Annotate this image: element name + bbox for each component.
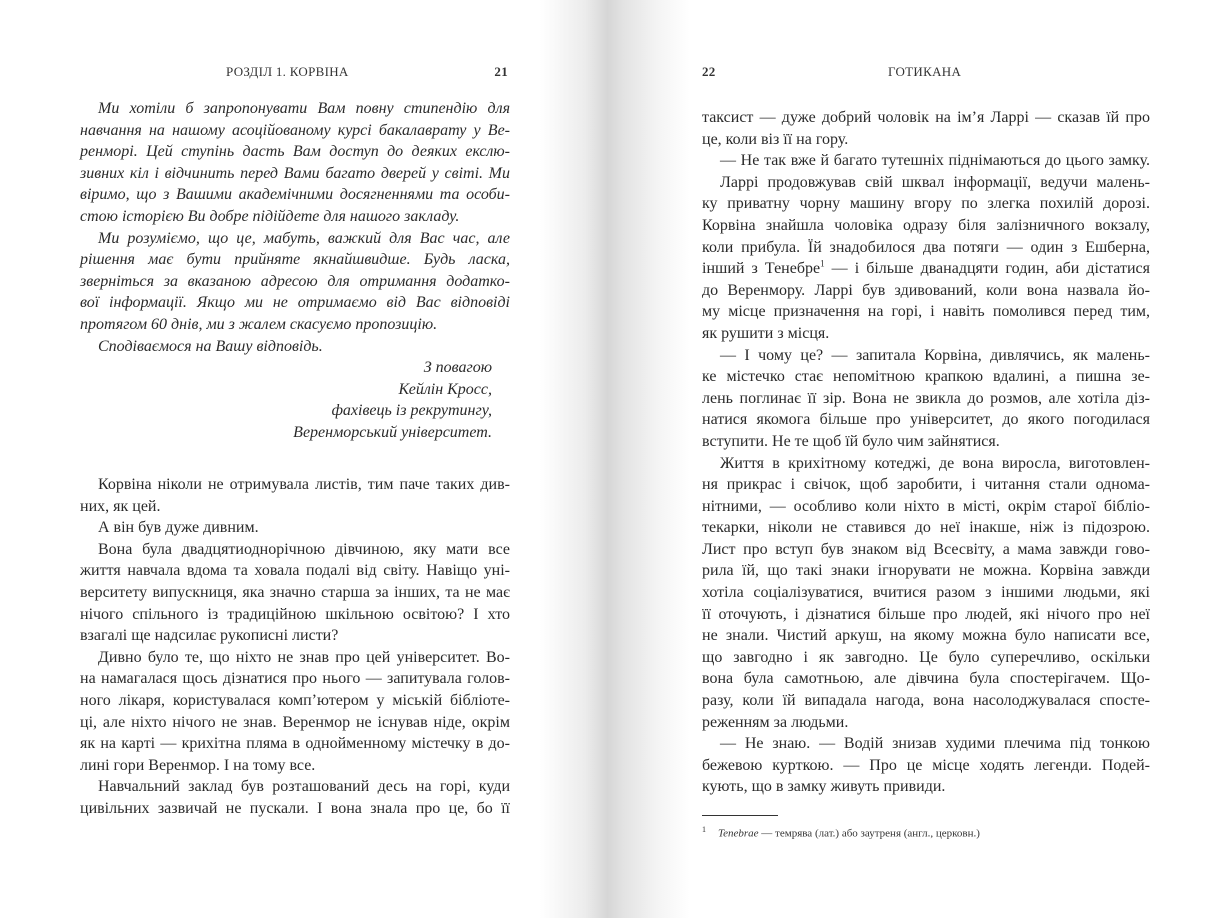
line-text-continued: — і більше дванадцяти годин, аби дістатися (824, 260, 1150, 278)
text-line (80, 733, 510, 755)
text-line (702, 366, 1150, 388)
line-text: Ларрі продовжував свій шквал інформації, ведучи малень- (720, 173, 1150, 191)
line-text: віримо, що з Вашими академічними досягненнями та особи- (80, 186, 510, 204)
line-text: бежевою курткою. — Про це місце ходять легенди. Подей- (702, 756, 1150, 774)
line-text: нітними, — особливо коли ніхто в місті, окрім старої бібліо- (702, 497, 1150, 515)
line-text: разу, коли їй випадала нагода, вона насолоджувалася спосте- (702, 692, 1150, 710)
text-line (702, 733, 1150, 755)
text-line (702, 107, 1150, 129)
text-line (80, 625, 510, 647)
text-line (702, 474, 1150, 496)
footnote-divider (702, 815, 778, 816)
text-line (702, 345, 1150, 367)
text-line (702, 712, 1150, 734)
line-text: ку приватну чорну машину вгору по злегка похилій дорозі. (702, 195, 1150, 213)
line-text: ке містечко стає непомітною крапкою вдалині, а пишна зе- (702, 368, 1150, 386)
signature-line: Кейлін Кросс, (398, 380, 492, 398)
text-line (702, 409, 1150, 431)
text-line (80, 668, 510, 690)
line-text: верситету випускниця, яка значно старша за інших, та не має (80, 583, 510, 601)
text-line (702, 301, 1150, 323)
text-line (80, 776, 510, 798)
line-text: Життя в крихітному котеджі, де вона виросла, виготовлен- (720, 454, 1150, 472)
narrative-text-left (80, 474, 510, 820)
text-line (702, 755, 1150, 777)
text-line (702, 453, 1150, 475)
text-line (702, 150, 1150, 172)
text-line (80, 474, 510, 496)
text-line (80, 690, 510, 712)
text-line (702, 215, 1150, 237)
line-text: вона була самотньою, але дівчина була спостерігачем. Що- (702, 670, 1150, 688)
line-text: інший з Тенебре (702, 260, 821, 278)
line-text: зивних кіл і відчинить перед Вами багато дверей у світі. Ми (80, 164, 510, 182)
book-title: ГОТИКАНА (888, 64, 962, 79)
text-line (702, 496, 1150, 518)
line-text: це, коли віз її на гору. (702, 130, 849, 148)
text-line (702, 625, 1150, 647)
line-text: навчання на нашому асоційованому курсі бакалаврату у Ве- (80, 121, 510, 139)
line-text: життя навчала вдома та ховала подалі від світу. Навіщо уні- (80, 562, 510, 580)
line-text: Корвіна знайшла чоловіка одразу біля залізничного вокзалу, (702, 216, 1150, 234)
chapter-title: РОЗДІЛ 1. КОРВІНА (226, 64, 349, 79)
line-text: — Не знаю. — Водій знизав худими плечима під тонкою (720, 735, 1150, 753)
line-text: А він був дуже дивним. (98, 519, 259, 537)
line-text: Дивно було те, що ніхто не знав про цей університет. Во- (98, 648, 510, 666)
text-line (80, 647, 510, 669)
text-line (702, 258, 1150, 280)
letter-line (80, 314, 510, 336)
text-line (80, 517, 510, 539)
line-text: Корвіна ніколи не отримувала листів, тим паче таких див- (98, 476, 510, 493)
line-text: текарки, ніколи не ставився до неї інакше, ніж із підозрою. (702, 519, 1150, 537)
letter-line (80, 336, 510, 358)
line-text: хотіла соціалізуватися, вчитися разом з іншими людьми, які (702, 584, 1150, 602)
text-line (702, 280, 1150, 302)
signature-line: Веренморський університет. (293, 423, 492, 441)
letter-line (80, 206, 510, 228)
line-text: Ми хотіли б запропонувати Вам повну стипендію для (98, 100, 510, 117)
line-text: коли прибула. Їй знадобилося два потяги — один з Ешберна, (702, 238, 1150, 256)
line-text: рила їй, що такі знаки ігнорувати не можна. Корвіна завжди (702, 562, 1150, 580)
line-text: них, як цей. (80, 497, 161, 515)
line-text: нічого спільного із традиційною шкільною освітою? І хто (80, 605, 510, 623)
text-line (702, 560, 1150, 582)
letter-text (80, 98, 510, 444)
text-line (702, 172, 1150, 194)
page-number-left: 21 (494, 64, 508, 79)
line-text: вступити. Не те щоб їй було чим зайнятися. (702, 432, 1000, 450)
text-line (702, 668, 1150, 690)
line-text: Навчальний заклад був розташований десь на горі, куди (98, 778, 510, 796)
line-text: Вона була двадцятиоднорічною дівчиною, яку мати все (98, 540, 510, 558)
letter-line (80, 184, 510, 206)
letter-line (80, 292, 510, 314)
footnote-term: Tenebrae (718, 827, 759, 840)
line-text: таксист — дуже добрий чоловік на ім’я Ларрі — сказав їй про (702, 109, 1150, 126)
text-line (702, 517, 1150, 539)
line-text: на намагалася щось дізнатися про нього — запитувала голов- (80, 670, 510, 688)
text-line (702, 237, 1150, 259)
text-line (702, 129, 1150, 151)
text-line (80, 798, 510, 820)
letter-line (80, 120, 510, 142)
line-text: кують, що в замку живуть привиди. (702, 778, 946, 796)
line-text: її оточують, і дізнатися більше про людей, які нічого про неї (702, 605, 1150, 623)
text-line (702, 776, 1150, 798)
signature-line: фахівець із рекрутингу, (331, 402, 492, 420)
letter-line (80, 249, 510, 271)
text-line (702, 539, 1150, 561)
text-line (702, 323, 1150, 345)
line-text: що завгодно і як завгодно. Це було суперечливо, оскільки (702, 648, 1150, 666)
letter-signature (80, 357, 510, 443)
text-line (702, 647, 1150, 669)
text-line (80, 539, 510, 561)
line-text: лень поглинає її зір. Вона не звикла до розмов, але хотіла діз- (702, 389, 1150, 407)
text-line (702, 604, 1150, 626)
text-line (80, 560, 510, 582)
line-text: як рушити з місця. (702, 324, 830, 342)
footnote-text: — темрява (лат.) або заутреня (англ., церковн.) (758, 827, 980, 840)
line-text: — І чому це? — запитала Корвіна, дивлячись, як малень- (720, 346, 1150, 364)
narrative-text-right (702, 107, 1150, 798)
left-running-head (80, 64, 510, 84)
footnote-mark: 1 (702, 825, 706, 834)
letter-line (80, 228, 510, 250)
line-text: взагалі ще надсилає рукописні листи? (80, 627, 339, 645)
letter-line (80, 141, 510, 163)
line-text: ного лікаря, користувалася комп’ютером у міській бібліоте- (80, 691, 510, 709)
text-line (80, 496, 510, 518)
footnote-reference[interactable]: 1 (820, 258, 825, 269)
page-number-right: 22 (702, 64, 716, 79)
line-text: Лист про вступ був знаком від Всесвіту, а мама завжди гово- (702, 540, 1150, 558)
signature-line: З повагою (423, 359, 492, 377)
line-text: зверніться за вказаною адресою для отримання додатко- (80, 272, 510, 290)
line-text: ці, але ніхто нічого не знав. Веренмор не існував ніде, окрім (80, 713, 510, 731)
right-running-head (702, 64, 1150, 84)
line-text: Ми розуміємо, що це, мабуть, важкий для Вас час, але (98, 229, 510, 247)
text-line (702, 431, 1150, 453)
letter-line (80, 98, 510, 120)
text-line (702, 193, 1150, 215)
line-text: му місце призначення на горі, і навіть помолився перед тим, (702, 303, 1150, 321)
text-line (702, 582, 1150, 604)
line-text: лині гори Веренмор. І на тому все. (80, 756, 316, 774)
line-text: цивільних зазвичай не пускали. І вона знала про це, бо її (80, 799, 510, 817)
line-text: як на карті — крихітна пляма в однойменному містечку в до- (80, 735, 510, 753)
line-text: натися якомога більше про університет, до якого погодилася (702, 411, 1150, 429)
text-line (80, 712, 510, 734)
letter-line (80, 271, 510, 293)
line-text: ренморі. Цей ступінь дасть Вам доступ до деяких екслю- (80, 143, 510, 161)
letter-paragraphs (80, 98, 510, 357)
line-text: не знали. Чистий аркуш, на якому можна було написати все, (702, 627, 1150, 645)
line-text: стою історією Ви добре підійдете для нашого закладу. (80, 207, 460, 225)
text-line (80, 582, 510, 604)
text-line (702, 388, 1150, 410)
book-gutter-shadow (540, 0, 690, 918)
text-line (702, 690, 1150, 712)
line-text: до Веренмору. Ларрі був здивований, коли вона назвала йо- (702, 281, 1150, 299)
line-text: ня прикрас і свічок, щоб заробити, і читання стали однома- (702, 476, 1150, 494)
line-text: Сподіваємося на Вашу відповідь. (98, 337, 323, 355)
letter-line (80, 163, 510, 185)
text-line (80, 755, 510, 777)
text-line (80, 604, 510, 626)
line-text: вої інформації. Якщо ми не отримаємо від Вас відповіді (80, 294, 510, 312)
footnote (702, 823, 1150, 841)
line-text: реженням за людьми. (702, 713, 849, 731)
line-text: рішення має бути прийняте якнайшвидше. Будь ласка, (80, 251, 510, 269)
line-text: протягом 60 днів, ми з жалем скасуємо пропозицію. (80, 315, 438, 333)
line-text: — Не так вже й багато тутешніх піднімаються до цього замку. (720, 152, 1150, 170)
